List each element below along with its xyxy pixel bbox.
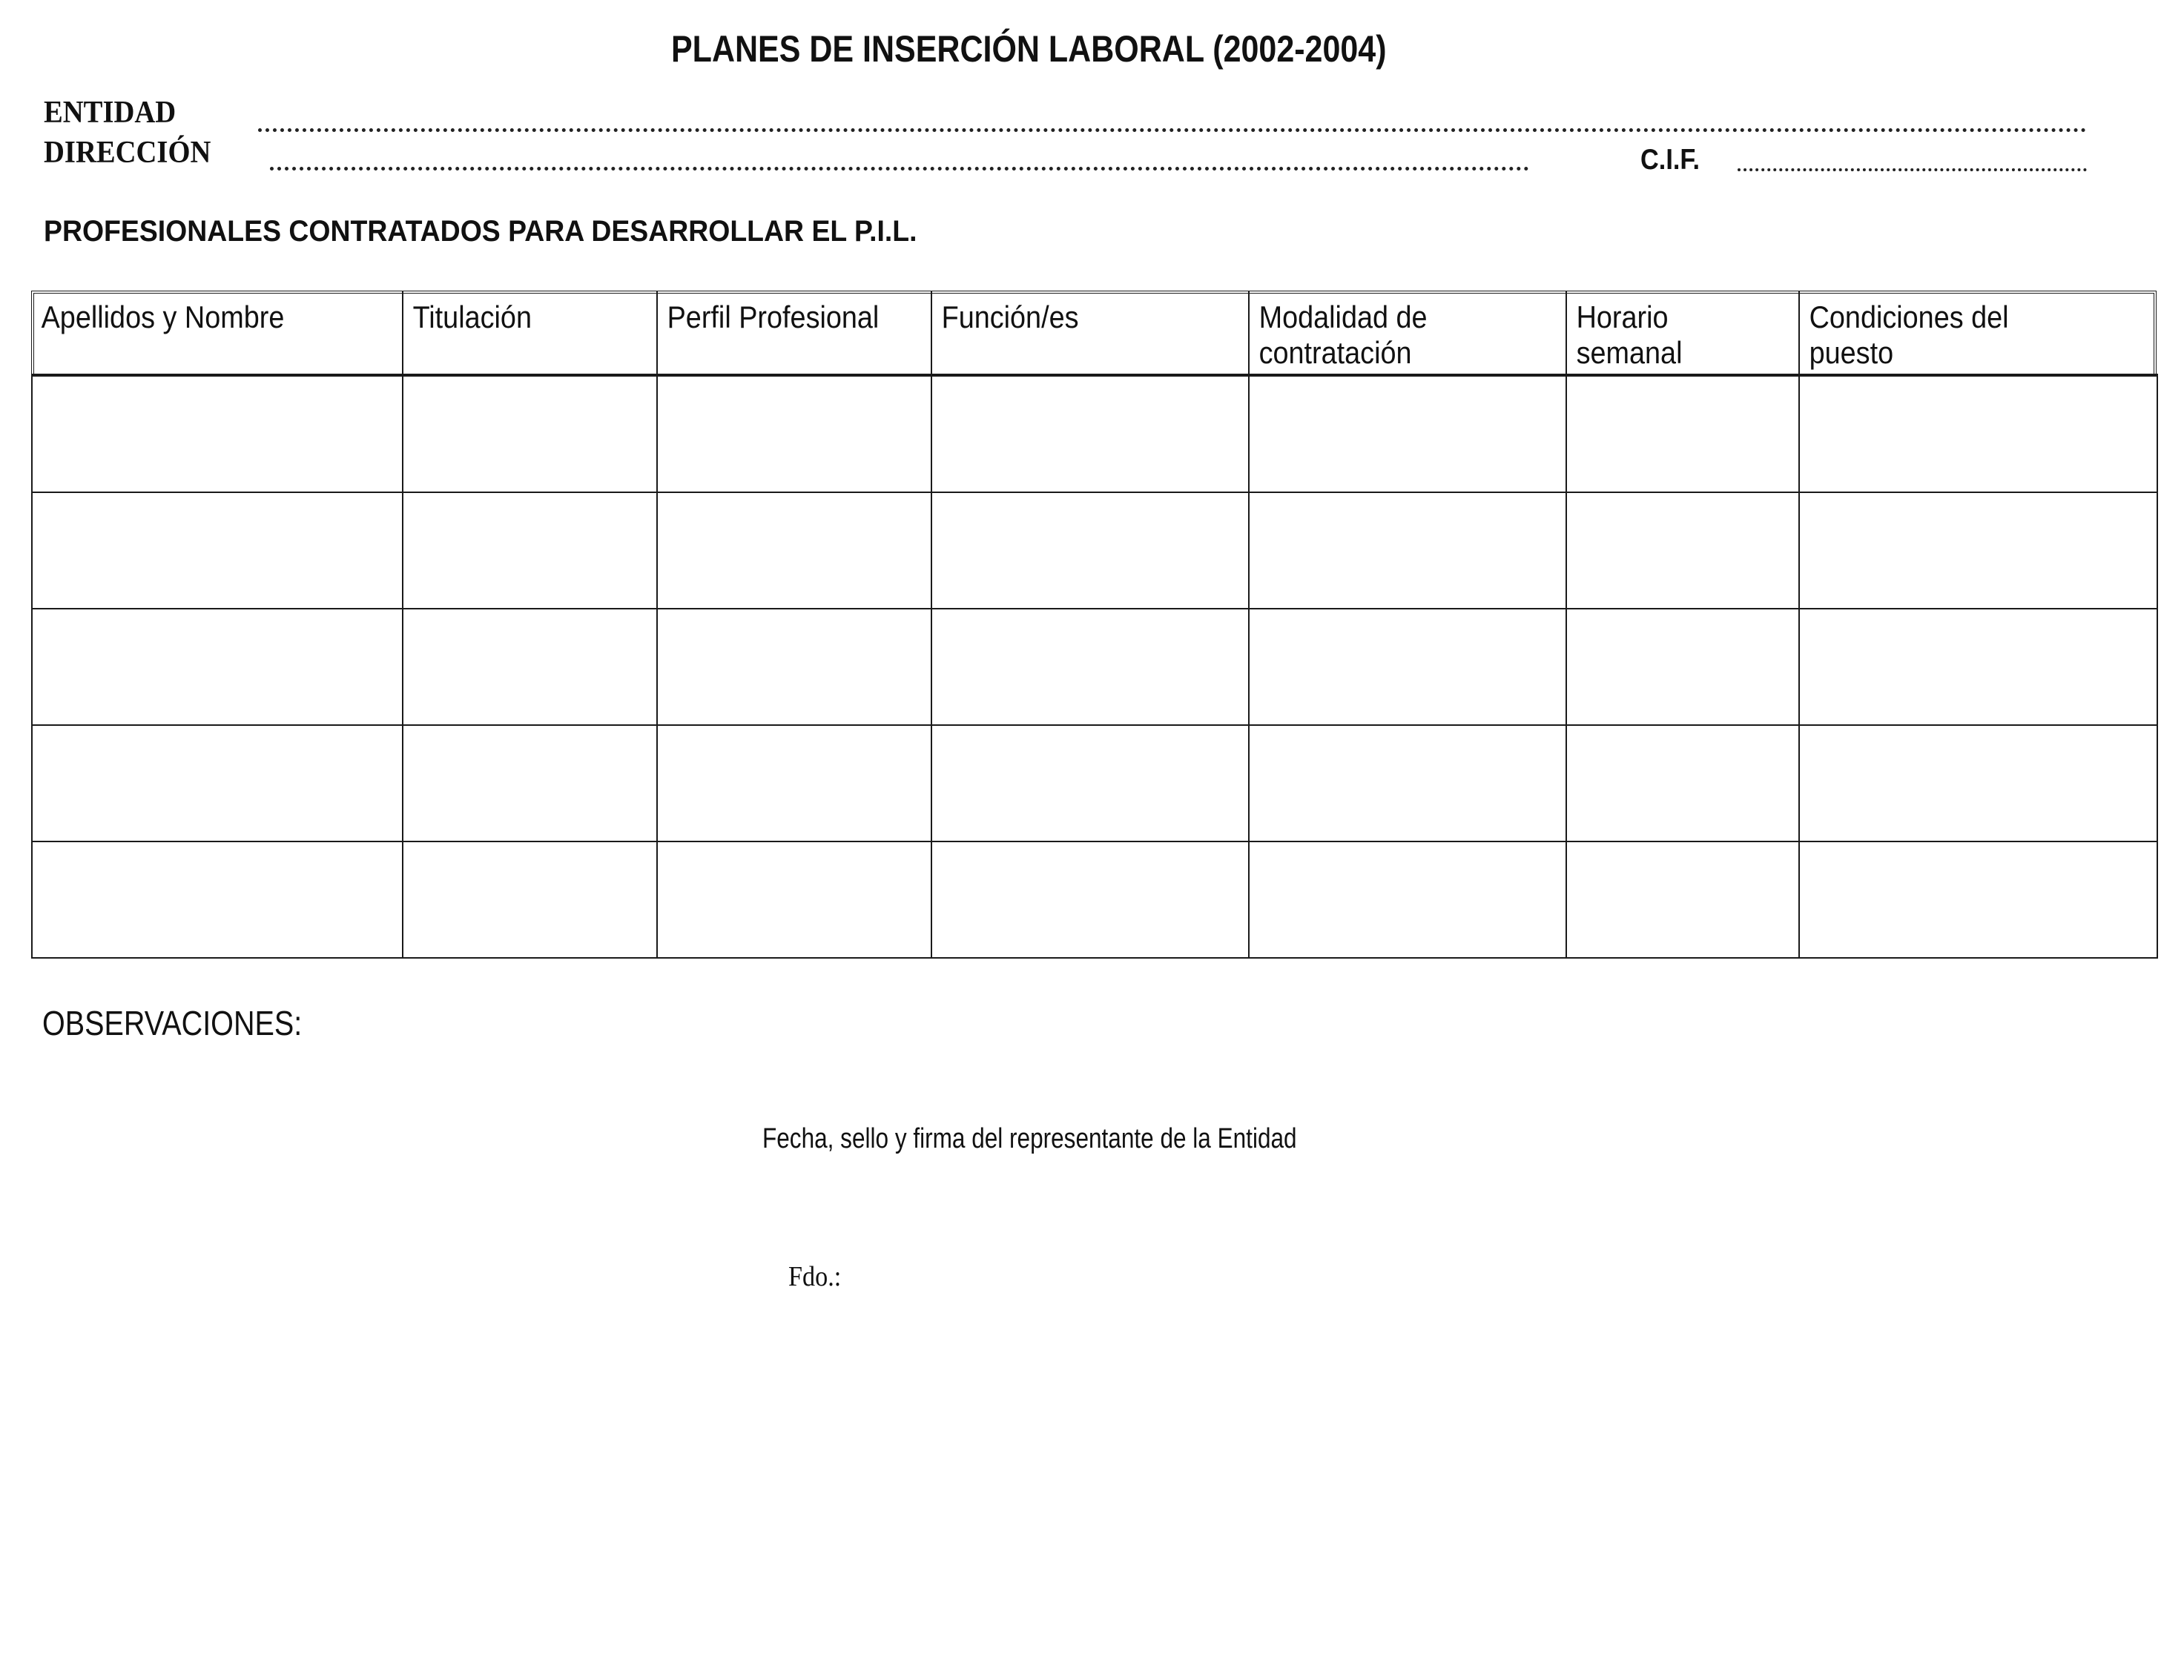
table-cell[interactable] <box>1799 609 2157 725</box>
table-cell[interactable] <box>32 841 403 958</box>
table-cell[interactable] <box>1566 609 1799 725</box>
section-title: PROFESIONALES CONTRATADOS PARA DESARROLLAR EL P.I.L. <box>44 215 917 248</box>
table-cell[interactable] <box>657 375 931 492</box>
table-cell[interactable] <box>403 725 657 841</box>
column-header-funciones: Función/es <box>931 291 1249 375</box>
table-cell[interactable] <box>403 375 657 492</box>
table-cell[interactable] <box>657 725 931 841</box>
table-cell[interactable] <box>1249 841 1566 958</box>
table-cell[interactable] <box>931 725 1249 841</box>
entidad-label: ENTIDAD <box>44 96 176 130</box>
table-cell[interactable] <box>931 841 1249 958</box>
table-row <box>32 609 2157 725</box>
table-cell[interactable] <box>1249 725 1566 841</box>
column-header-apellidos-nombre: Apellidos y Nombre <box>32 291 403 375</box>
column-header-perfil-profesional: Perfil Profesional <box>657 291 931 375</box>
observaciones-label: OBSERVACIONES: <box>42 1004 303 1042</box>
table-cell[interactable] <box>403 492 657 609</box>
cif-field[interactable] <box>1738 168 2087 171</box>
entidad-field[interactable] <box>258 128 2087 132</box>
table-cell[interactable] <box>403 841 657 958</box>
table-cell[interactable] <box>931 492 1249 609</box>
direccion-label: DIRECCIÓN <box>44 136 211 170</box>
table-cell[interactable] <box>1249 375 1566 492</box>
table-cell[interactable] <box>32 375 403 492</box>
table-cell[interactable] <box>657 492 931 609</box>
table-row <box>32 841 2157 958</box>
table-cell[interactable] <box>657 841 931 958</box>
signature-caption: Fecha, sello y firma del representante de la Entidad <box>762 1123 1297 1154</box>
staff-table <box>31 291 2158 959</box>
table-cell[interactable] <box>1566 841 1799 958</box>
table-cell[interactable] <box>1799 725 2157 841</box>
fdo-label: Fdo.: <box>788 1261 842 1292</box>
table-cell[interactable] <box>1566 725 1799 841</box>
page-title: PLANES DE INSERCIÓN LABORAL (2002-2004) <box>671 28 1387 70</box>
table-row <box>32 375 2157 492</box>
cif-label: C.I.F. <box>1640 144 1700 176</box>
column-header-titulacion: Titulación <box>403 291 657 375</box>
table-cell[interactable] <box>403 609 657 725</box>
table-cell[interactable] <box>1249 609 1566 725</box>
column-header-modalidad-contratacion: Modalidad de contratación <box>1249 291 1566 375</box>
table-cell[interactable] <box>1799 492 2157 609</box>
table-cell[interactable] <box>1249 492 1566 609</box>
table-cell[interactable] <box>1566 375 1799 492</box>
table-row <box>32 725 2157 841</box>
signature-field[interactable] <box>875 1253 1543 1297</box>
table-row <box>32 492 2157 609</box>
direccion-field[interactable] <box>270 167 1529 171</box>
table-cell[interactable] <box>657 609 931 725</box>
table-cell[interactable] <box>1799 375 2157 492</box>
table-cell[interactable] <box>1799 841 2157 958</box>
table-cell[interactable] <box>1566 492 1799 609</box>
table-cell[interactable] <box>931 609 1249 725</box>
table-header-frame <box>31 291 2157 377</box>
table-cell[interactable] <box>931 375 1249 492</box>
table-cell[interactable] <box>32 492 403 609</box>
table-cell[interactable] <box>32 725 403 841</box>
table-cell[interactable] <box>32 609 403 725</box>
column-header-condiciones-puesto: Condiciones del puesto <box>1799 291 2157 375</box>
column-header-horario-semanal: Horario semanal <box>1566 291 1799 375</box>
